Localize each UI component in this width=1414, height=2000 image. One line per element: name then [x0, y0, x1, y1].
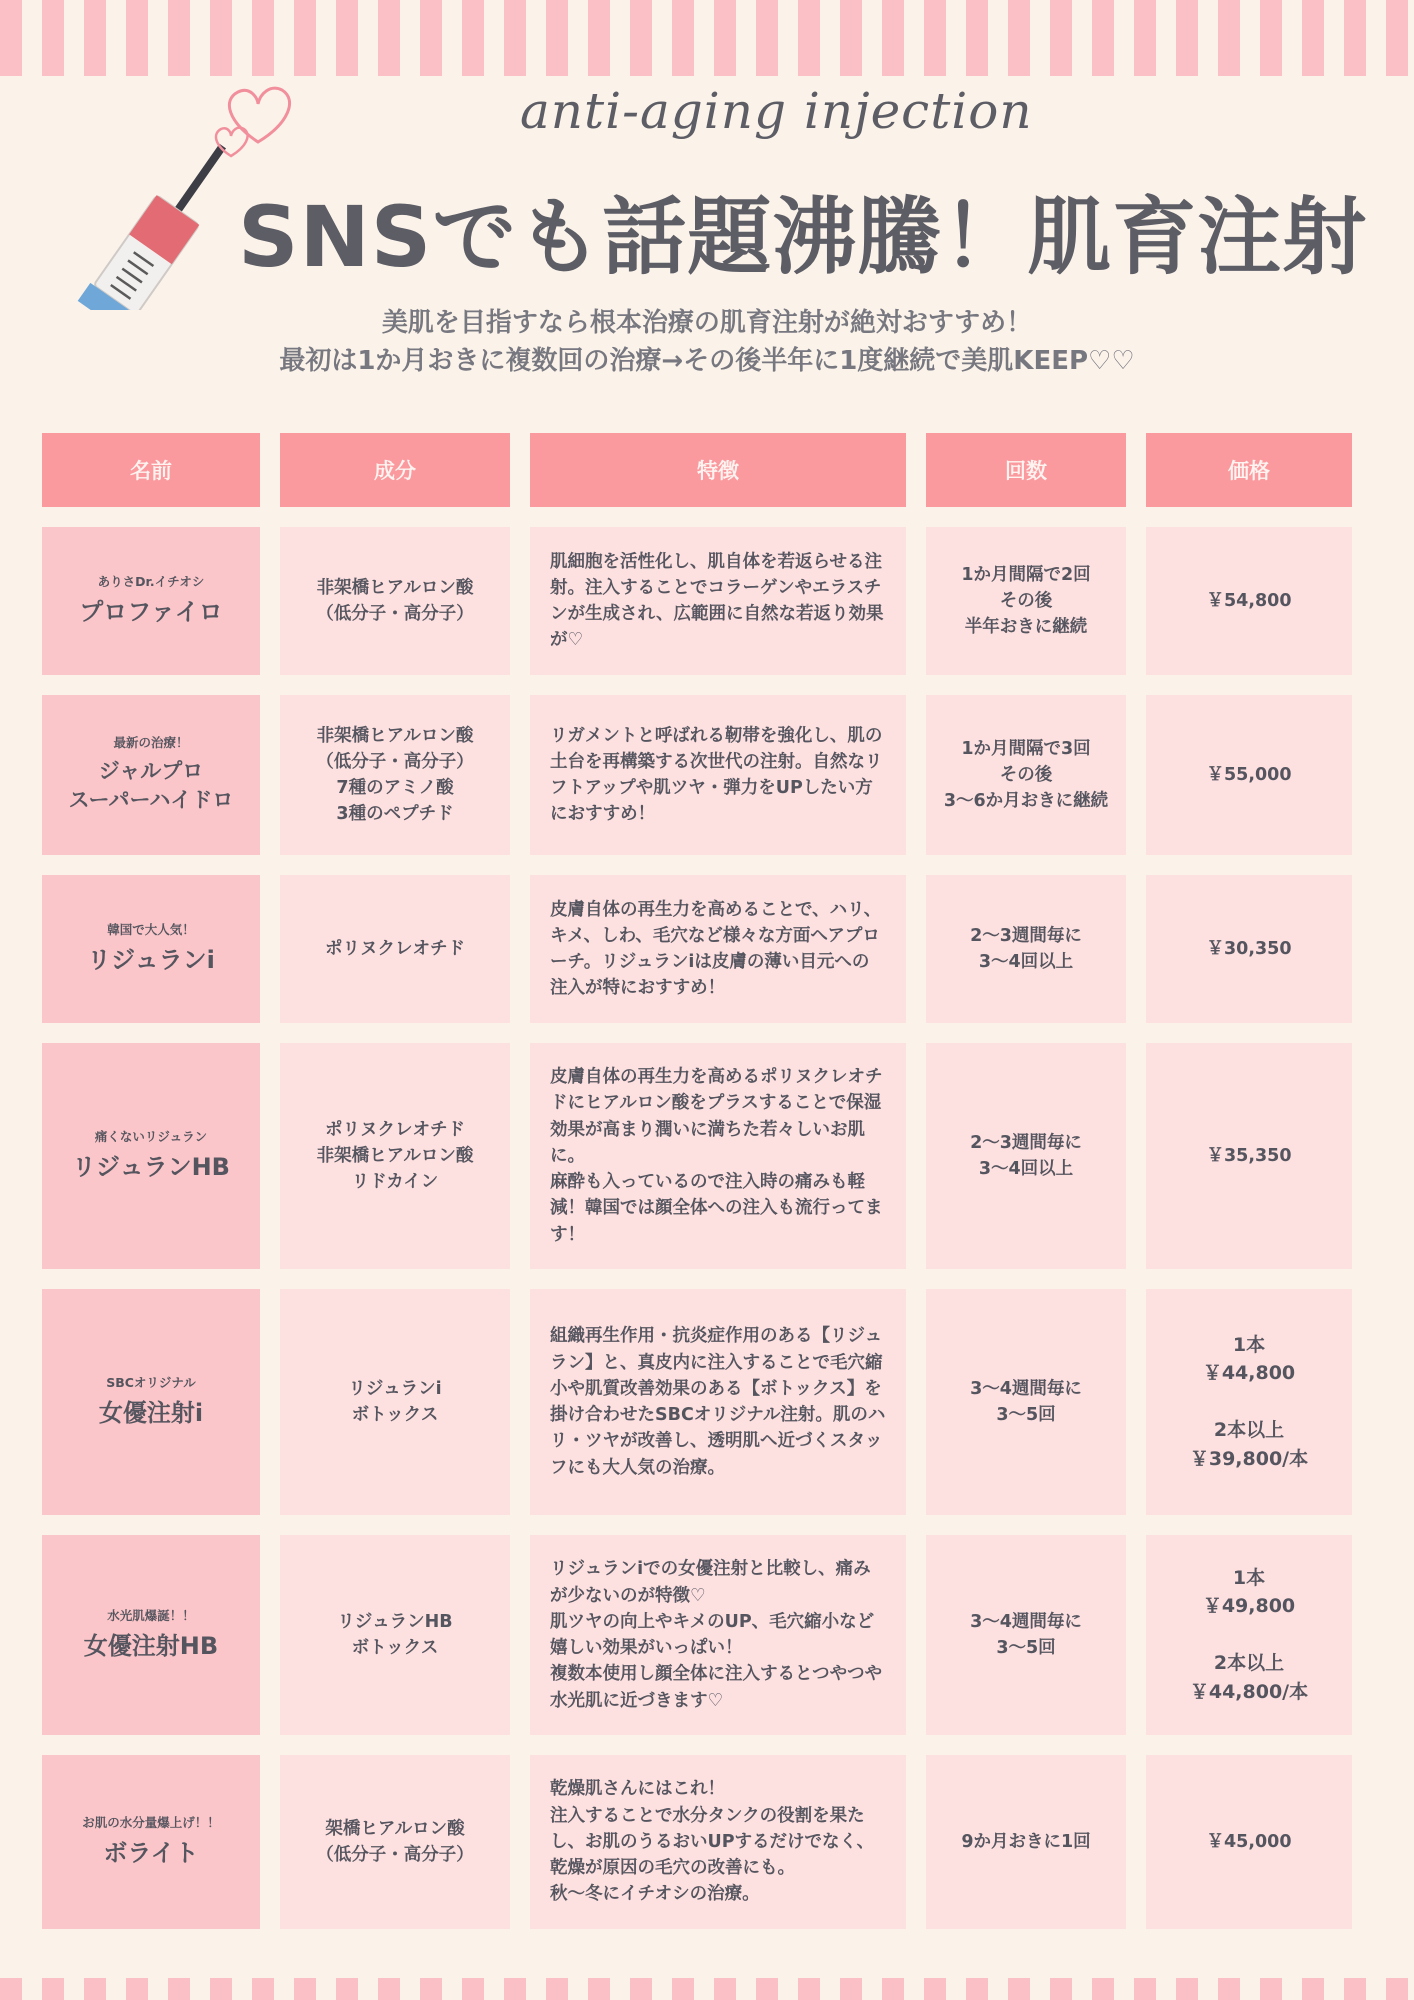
column-header-name: 名前	[42, 433, 260, 507]
recommend-tag: SBCオリジナル	[106, 1374, 196, 1390]
features-cell: 皮膚自体の再生力を高めることで、ハリ、キメ、しわ、毛穴など様々な方面へアプローチ。リジュランiは皮膚の薄い目元への注入が特におすすめ！	[530, 875, 906, 1023]
price-cell: ￥30,350	[1146, 875, 1352, 1023]
ingredients-cell: 非架橋ヒアルロン酸 （低分子・高分子）	[280, 527, 510, 675]
recommend-tag: 水光肌爆誕！！	[107, 1607, 195, 1623]
subtitle-line-1: 美肌を目指すなら根本治療の肌育注射が絶対おすすめ！	[381, 308, 1033, 338]
table-row	[42, 527, 1352, 675]
recommend-tag: 痛くないリジュラン	[94, 1128, 208, 1144]
name-cell	[42, 527, 260, 675]
treatment-name: プロファイロ	[79, 597, 223, 626]
frequency-cell: 1か月間隔で2回 その後 半年おきに継続	[926, 527, 1126, 675]
price-cell: ￥54,800	[1146, 527, 1352, 675]
ingredients-cell: 非架橋ヒアルロン酸 （低分子・高分子） 7種のアミノ酸 3種のペプチド	[280, 695, 510, 855]
name-cell	[42, 875, 260, 1023]
table-row	[42, 1535, 1352, 1735]
treatment-name: 女優注射i	[98, 1398, 204, 1427]
heart-icon	[206, 116, 256, 166]
price-cell: 1本 ￥49,800 2本以上 ￥44,800/本	[1146, 1535, 1352, 1735]
price-cell: ￥35,350	[1146, 1043, 1352, 1269]
name-cell	[42, 1043, 260, 1269]
recommend-tag: ありさDr.イチオシ	[97, 573, 205, 589]
price-cell: 1本 ￥44,800 2本以上 ￥39,800/本	[1146, 1289, 1352, 1515]
page-title: SNSでも話題沸騰！肌育注射	[238, 188, 1368, 286]
recommend-tag: 最新の治療！	[113, 735, 189, 751]
table-row	[42, 875, 1352, 1023]
treatment-name: 女優注射HB	[83, 1631, 219, 1660]
table-row	[42, 1755, 1352, 1929]
treatment-name: ジャルプロ スーパーハイドロ	[68, 758, 234, 813]
column-header-frequency: 回数	[926, 433, 1126, 507]
ingredients-cell: 架橋ヒアルロン酸 （低分子・高分子）	[280, 1755, 510, 1929]
bottom-stripe-border	[0, 1978, 1414, 2000]
name-cell	[42, 695, 260, 855]
features-cell: 肌細胞を活性化し、肌自体を若返らせる注射。注入することでコラーゲンやエラスチンが生成され、広範囲に自然な若返り効果が♡	[530, 527, 906, 675]
script-title: anti-aging injection	[520, 82, 1033, 140]
frequency-cell: 2〜3週間毎に 3〜4回以上	[926, 1043, 1126, 1269]
treatment-table	[22, 413, 1372, 1949]
ingredients-cell: リジュランi ボトックス	[280, 1289, 510, 1515]
column-header-price: 価格	[1146, 433, 1352, 507]
table-row	[42, 1043, 1352, 1269]
ingredients-cell: リジュランHB ボトックス	[280, 1535, 510, 1735]
table-header-row	[42, 433, 1352, 507]
recommend-tag: お肌の水分量爆上げ！！	[82, 1814, 220, 1830]
column-header-features: 特徴	[530, 433, 906, 507]
frequency-cell: 3〜4週間毎に 3〜5回	[926, 1289, 1126, 1515]
features-cell: リジュランiでの女優注射と比較し、痛みが少ないのが特徴♡ 肌ツヤの向上やキメのUP、毛穴縮小など嬉しい効果がいっぱい！ 複数本使用し顔全体に注入するとつやつや水光肌に近づきます♡	[530, 1535, 906, 1735]
features-cell: 乾燥肌さんにはこれ！ 注入することで水分タンクの役割を果たし、お肌のうるおいUPするだけでなく、乾燥が原因の毛穴の改善にも。 秋〜冬にイチオシの治療。	[530, 1755, 906, 1929]
treatment-name: ボライト	[103, 1838, 199, 1867]
features-cell: 皮膚自体の再生力を高めるポリヌクレオチドにヒアルロン酸をプラスすることで保湿効果が高まり潤いに満ちた若々しいお肌に。 麻酔も入っているので注入時の痛みも軽減！韓国では顔全体への注入も流行ってます！	[530, 1043, 906, 1269]
treatment-name: リジュランi	[87, 945, 215, 974]
name-cell	[42, 1755, 260, 1929]
recommend-tag: 韓国で大人気！	[107, 921, 195, 937]
name-cell	[42, 1535, 260, 1735]
frequency-cell: 3〜4週間毎に 3〜5回	[926, 1535, 1126, 1735]
ingredients-cell: ポリヌクレオチド	[280, 875, 510, 1023]
frequency-cell: 2〜3週間毎に 3〜4回以上	[926, 875, 1126, 1023]
table-row	[42, 1289, 1352, 1515]
table-row	[42, 695, 1352, 855]
frequency-cell: 1か月間隔で3回 その後 3〜6か月おきに継続	[926, 695, 1126, 855]
subtitle-line-2: 最初は1か月おきに複数回の治療→その後半年に1度継続で美肌KEEP♡♡	[279, 346, 1135, 376]
name-cell	[42, 1289, 260, 1515]
frequency-cell: 9か月おきに1回	[926, 1755, 1126, 1929]
features-cell: リガメントと呼ばれる靭帯を強化し、肌の土台を再構築する次世代の注射。自然なリフトアップや肌ツヤ・弾力をUPしたい方におすすめ！	[530, 695, 906, 855]
treatment-name: リジュランHB	[72, 1152, 230, 1181]
column-header-ingredients: 成分	[280, 433, 510, 507]
ingredients-cell: ポリヌクレオチド 非架橋ヒアルロン酸 リドカイン	[280, 1043, 510, 1269]
features-cell: 組織再生作用・抗炎症作用のある【リジュラン】と、真皮内に注入することで毛穴縮小や肌質改善効果のある【ボトックス】を掛け合わせたSBCオリジナル注射。肌のハリ・ツヤが改善し、透明肌へ近づくスタッフにも大人気の治療。	[530, 1289, 906, 1515]
price-cell: ￥55,000	[1146, 695, 1352, 855]
price-cell: ￥45,000	[1146, 1755, 1352, 1929]
